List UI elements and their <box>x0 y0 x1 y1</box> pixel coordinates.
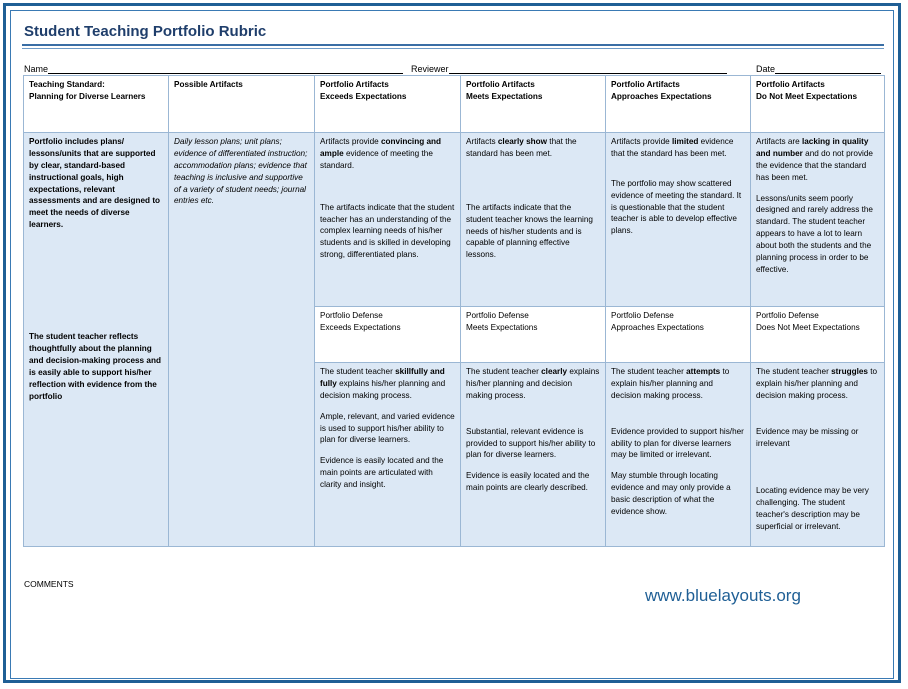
header-approaches: Portfolio Artifacts Approaches Expectations <box>606 76 751 133</box>
defense-header-exceeds: Portfolio Defense Exceeds Expectations <box>315 307 461 363</box>
comments-label: COMMENTS <box>24 579 74 589</box>
standard-p1: Portfolio includes plans/ lessons/units that are supported by clear, standard-based instructional goals, high expectations, relevant assessments and are designed to meet the needs of diverse learners. <box>29 137 161 230</box>
date-label: Date <box>756 64 776 74</box>
name-line[interactable] <box>48 64 403 74</box>
reviewer-field[interactable] <box>411 64 727 74</box>
artifacts-notmeet: Artifacts are lacking in quality and number and do not provide the evidence that the standard has been met. Lessons/units seem poorly designed and rarely address the standard. The student teacher appears to have a lot to learn about both the students and the planning process in order to be effective. <box>751 133 885 307</box>
website-link[interactable]: www.bluelayouts.org <box>645 586 801 605</box>
header-standard: Teaching Standard: Planning for Diverse Learners <box>24 76 169 133</box>
defense-header-approaches: Portfolio Defense Approaches Expectations <box>606 307 751 363</box>
artifacts-approaches: Artifacts provide limited evidence that the standard has been met. The portfolio may show scattered evidence of meeting the standard. It is questionable that the student teacher is able to develop effective plans. <box>606 133 751 307</box>
name-field[interactable] <box>24 64 403 74</box>
possible-artifacts: Daily lesson plans; unit plans; evidence of differentiated instruction; accommodation plans; evidence that teaching is inclusive and supportive of a variety of student needs; journal entries etc. <box>169 133 315 547</box>
defense-header-notmeet: Portfolio Defense Does Not Meet Expectations <box>751 307 885 363</box>
name-label: Name <box>24 64 49 74</box>
standard-p2: The student teacher reflects thoughtfully about the planning and decision-making process and is easily able to support his/her reflection with evidence from the portfolio <box>29 332 161 401</box>
page-title: Student Teaching Portfolio Rubric <box>24 23 267 40</box>
artifacts-exceeds: Artifacts provide convincing and ample evidence of meeting the standard. The artifacts indicate that the student teacher has an understanding of the complex learning needs of his/her students and is skilled in developing strong, differentiated plans. <box>315 133 461 307</box>
defense-header-meets: Portfolio Defense Meets Expectations <box>461 307 606 363</box>
header-notmeet: Portfolio Artifacts Do Not Meet Expectations <box>751 76 885 133</box>
title-rule <box>22 44 884 46</box>
header-artifacts: Possible Artifacts <box>169 76 315 133</box>
defense-exceeds: The student teacher skillfully and fully explains his/her planning and decision making process. Ample, relevant, and varied evidence is used to support his/her ability to plan for diverse learners. Evidence is easily located and the main points are articulated with clarity and insight. <box>315 363 461 547</box>
artifacts-row <box>24 133 885 307</box>
date-line[interactable] <box>775 64 881 74</box>
rubric-table <box>23 75 885 547</box>
header-exceeds: Portfolio Artifacts Exceeds Expectations <box>315 76 461 133</box>
defense-approaches: The student teacher attempts to explain his/her planning and decision making process. Evidence provided to support his/her ability to plan for diverse learners may be limited or irrelevant. May stumble through locating evidence and may only provide a basic description of what the evidence show. <box>606 363 751 547</box>
header-row <box>24 76 885 133</box>
artifacts-meets: Artifacts clearly show that the standard has been met. The artifacts indicate that the student teacher knows the learning needs of his/her students and is capable of planning effective lessons. <box>461 133 606 307</box>
header-meets: Portfolio Artifacts Meets Expectations <box>461 76 606 133</box>
defense-notmeet: The student teacher struggles to explain his/her planning and decision making process. Evidence may be missing or irrelevant Locating evidence may be very challenging. The student teacher's description may be superficial or irrelevant. <box>751 363 885 547</box>
reviewer-label: Reviewer <box>411 64 449 74</box>
reviewer-line[interactable] <box>449 64 727 74</box>
standard-description <box>24 133 169 547</box>
defense-meets: The student teacher clearly explains his/her planning and decision making process. Substantial, relevant evidence is provided to support his/her ability to plan for diverse learners. Evidence is easily located and the main points are clearly described. <box>461 363 606 547</box>
date-field[interactable] <box>756 64 881 74</box>
title-rule-thin <box>22 48 884 49</box>
